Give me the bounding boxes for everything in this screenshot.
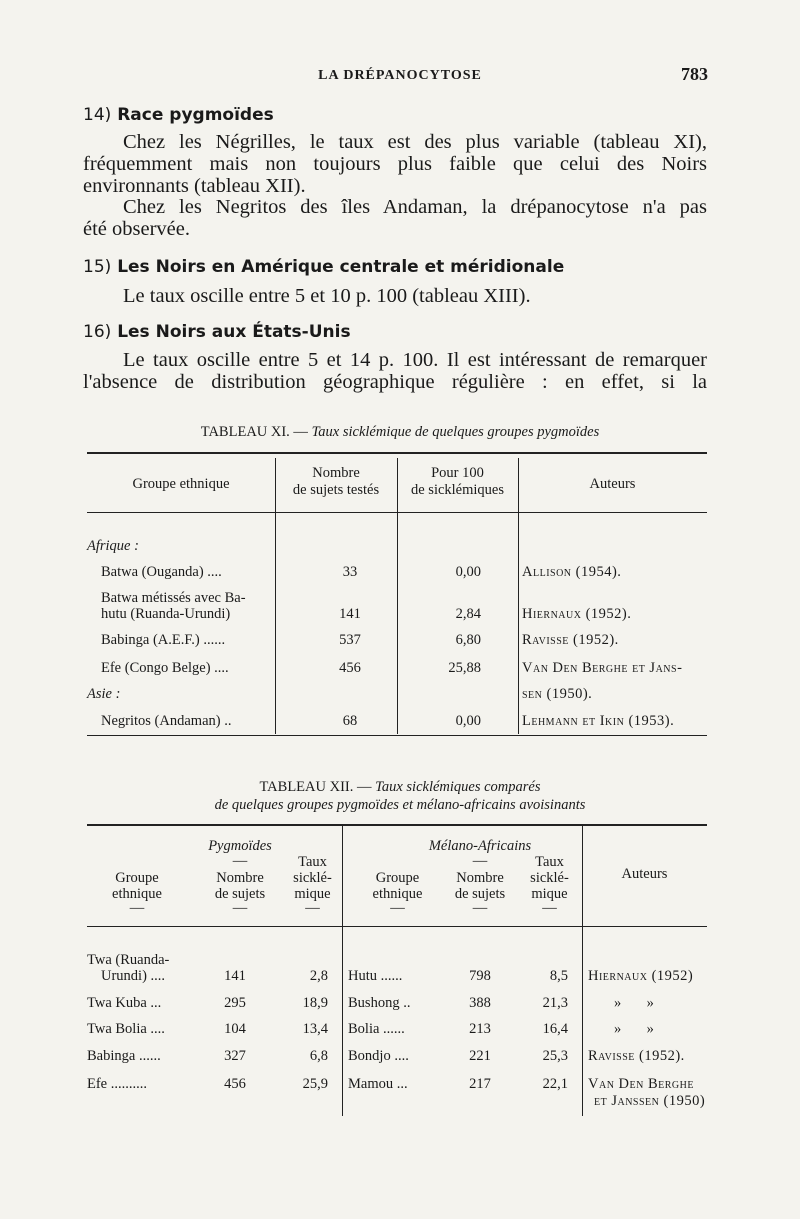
table-cell-group: Batwa métissés avec Ba- [101,590,246,606]
table-cell-author: Ravisse (1952). [522,632,619,648]
table-cell-n: 141 [224,968,246,984]
column-divider [397,458,398,734]
table-cell-group: Twa Bolia .... [87,1021,165,1037]
header-dash: — [232,900,248,916]
table-cell-n: 388 [469,995,491,1011]
table-cell-rate: 6,8 [309,1048,328,1064]
column-header-groupe: Groupe [115,870,159,886]
column-header-pour: de sicklémiques [410,482,505,498]
table-cell-n: 217 [469,1076,491,1092]
table-cell-author: » » [614,1021,654,1037]
region-label: Asie : [87,686,121,702]
table-cell-p: 0,00 [455,564,481,580]
table-cell-author: Hiernaux (1952) [588,968,694,984]
section-14-heading [83,105,274,125]
table-rule [87,452,707,454]
table-cell-n: 537 [339,632,361,648]
section-16-heading [83,322,351,342]
text-line: Le taux oscille entre 5 et 10 p. 100 (tableau XIII). [123,285,531,307]
column-header-nombre: de sujets [214,886,266,902]
table-cell-rate: 13,4 [302,1021,328,1037]
header-dash: — [232,853,248,869]
header-dash: — [390,900,405,916]
header-dash: — [472,853,488,869]
column-header-auteurs: Auteurs [589,476,636,492]
section-title: Les Noirs en Amérique centrale et méridionale [117,257,565,277]
table-cell-rate: 8,5 [549,968,568,984]
table-cell-rate: 2,8 [309,968,328,984]
caption-text: de quelques groupes pygmoïdes et mélano-africains avoisinants [214,797,586,813]
table-cell-author: Allison (1954). [522,564,622,580]
caption-text: Taux sicklémiques comparés [375,779,541,795]
table-cell-p: 0,00 [455,713,481,729]
column-header-taux: mique [531,886,568,902]
column-divider [342,826,343,1116]
section-14-paragraph-1 [83,131,707,197]
table-cell-group: Hutu ...... [348,968,403,984]
table-cell-group: Efe .......... [87,1076,147,1092]
table-cell-n: 456 [339,660,361,676]
column-divider [275,458,276,734]
table-cell-group: Bondjo .... [348,1048,409,1064]
table-cell-p: 25,88 [448,660,481,676]
region-label: Afrique : [87,538,139,554]
table-cell-author: et Janssen (1950) [594,1093,706,1109]
table-cell-author: » » [614,995,654,1011]
table-cell-author: Van Den Berghe [588,1076,694,1092]
section-number: 16) [83,322,112,342]
table-cell-author: Hiernaux (1952). [522,606,632,622]
table-12-caption [0,778,800,814]
table-cell-group: Twa Kuba ... [87,995,162,1011]
section-title: Race pygmoïdes [117,105,274,125]
table-cell-p: 6,80 [455,632,481,648]
table-cell-group: Bushong .. [348,995,411,1011]
section-16-paragraph [83,349,707,393]
table-cell-n: 221 [469,1048,491,1064]
table-cell-group: Negritos (Andaman) .. [101,713,232,729]
table-11-caption [0,423,800,441]
column-header-nombre: Nombre [312,465,360,481]
header-dash: — [305,900,320,916]
header-dash: — [472,900,488,916]
header-dash: — [542,900,557,916]
text-line: Chez les Negritos des îles Andaman, la drépanocytose n'a pas [123,196,707,218]
table-rule [87,824,707,826]
table-cell-group: Bolia ...... [348,1021,405,1037]
page-number: 783 [681,64,708,84]
column-header-taux: mique [294,886,331,902]
table-rule [87,926,707,927]
table-cell-group: Urundi) .... [101,968,166,984]
column-header-pour: Pour 100 [431,465,484,481]
table-cell-author: Van Den Berghe et Jans- [522,660,683,676]
column-header-nombre: Nombre [456,870,504,886]
table-cell-n: 295 [224,995,246,1011]
caption-label: TABLEAU XII. — [259,779,376,795]
header-dash: — [129,900,145,916]
table-cell-rate: 25,3 [542,1048,568,1064]
column-group-melano: Mélano-Africains [428,838,532,854]
column-header-taux: Taux [535,854,564,870]
caption-text: Taux sicklémique de quelques groupes pygmoïdes [311,424,600,440]
column-header-auteurs: Auteurs [621,866,668,882]
caption-label: TABLEAU XI. — [200,424,312,440]
column-header-groupe: Groupe ethnique [132,476,230,492]
table-cell-group: Batwa (Ouganda) .... [101,564,222,580]
table-cell-p: 2,84 [455,606,481,622]
column-header-groupe: ethnique [372,886,423,902]
column-header-nombre: Nombre [216,870,264,886]
column-header-taux: Taux [298,854,327,870]
table-cell-group: Mamou ... [348,1076,408,1092]
table-cell-author: Ravisse (1952). [588,1048,685,1064]
table-cell-n: 33 [342,564,358,580]
table-cell-group: Twa (Ruanda- [87,952,170,968]
text-line: été observée. [83,218,190,240]
table-cell-n: 798 [469,968,491,984]
column-header-taux: sicklé- [293,870,332,886]
running-header: LA DRÉPANOCYTOSE [318,68,482,83]
column-group-pygmoides: Pygmoïdes [208,838,272,854]
table-cell-n: 141 [339,606,361,622]
section-15-paragraph [83,285,707,307]
table-cell-group: Babinga ...... [87,1048,161,1064]
column-header-nombre: de sujets [454,886,506,902]
table-cell-n: 68 [342,713,358,729]
column-header-groupe: ethnique [112,886,162,902]
table-cell-rate: 25,9 [302,1076,328,1092]
column-header-groupe: Groupe [375,870,420,886]
table-cell-author: sen (1950). [522,686,593,702]
section-number: 14) [83,105,112,125]
column-header-nombre: de sujets testés [292,482,380,498]
table-cell-n: 104 [224,1021,246,1037]
table-cell-n: 456 [224,1076,246,1092]
table-cell-n: 213 [469,1021,491,1037]
table-cell-group: hutu (Ruanda-Urundi) [101,606,231,622]
table-cell-rate: 16,4 [542,1021,568,1037]
table-cell-group: Efe (Congo Belge) .... [101,660,229,676]
section-14-paragraph-2 [83,196,707,240]
table-cell-group: Babinga (A.E.F.) ...... [101,632,226,648]
section-15-heading [83,257,564,277]
section-title: Les Noirs aux États-Unis [117,322,351,342]
table-cell-author: Lehmann et Ikin (1953). [522,713,675,729]
table-cell-n: 327 [224,1048,246,1064]
column-header-taux: sicklé- [530,870,569,886]
table-cell-rate: 18,9 [302,995,328,1011]
table-cell-rate: 22,1 [542,1076,568,1092]
table-cell-rate: 21,3 [542,995,568,1011]
table-rule [87,735,707,736]
section-number: 15) [83,257,112,277]
text-line: Le taux oscille entre 5 et 14 p. 100. Il est intéressant de remarquer [123,349,707,371]
text-line: environnants (tableau XII). [83,175,306,197]
text-line: l'absence de distribution géographique régulière : en effet, si la [83,371,707,393]
text-line: fréquemment mais non toujours plus faible que celui des Noirs [83,153,707,175]
text-line: Chez les Négrilles, le taux est des plus variable (tableau XI), [123,131,707,153]
column-divider [518,458,519,734]
